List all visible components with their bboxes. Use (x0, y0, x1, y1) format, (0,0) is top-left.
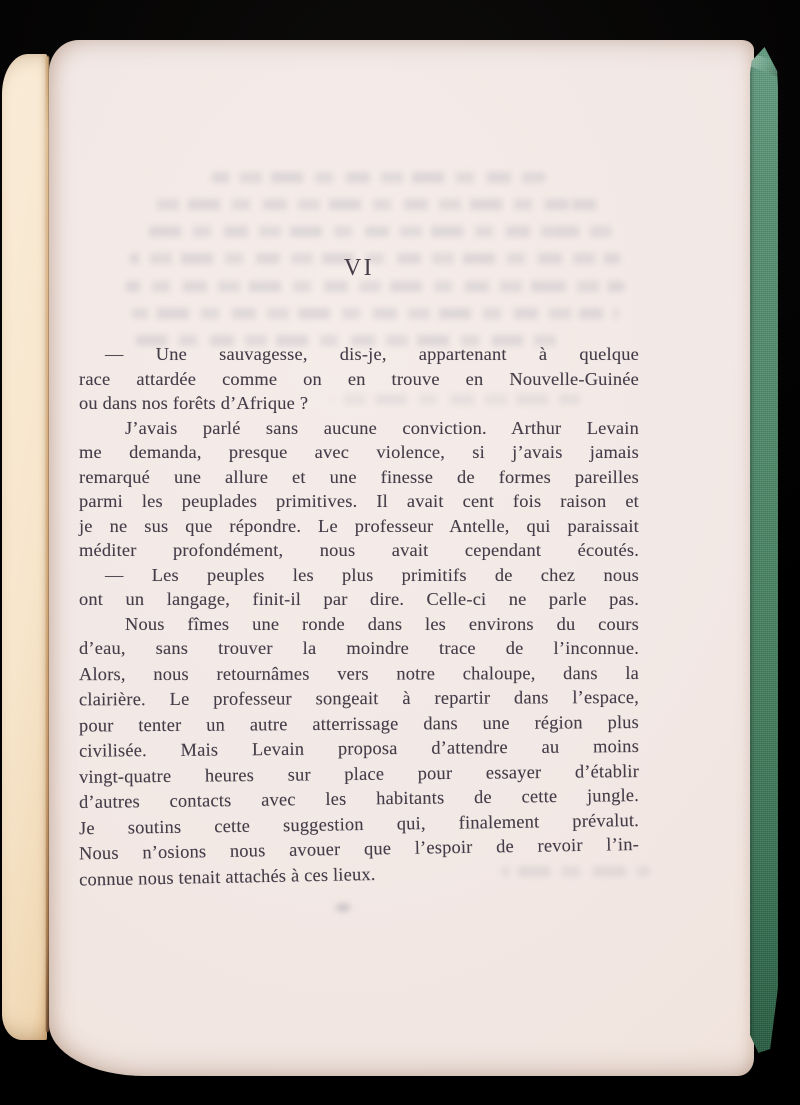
text-line: méditer profondément, nous avait cependant écoutés. (79, 540, 639, 560)
text-line: parmi les peuplades primitives. Il avait cent fois raison et (79, 491, 639, 511)
text-line: Je soutins cette suggestion qui, finalement prévalut. (78, 809, 640, 838)
bleedthrough-row (125, 281, 625, 292)
text-line: ont un langage, finit-il par dire. Celle-ci ne parle pas. (79, 589, 639, 609)
bleedthrough-row (131, 308, 619, 319)
text-line: vingt-quatre heures sur place pour essayer d’établir (78, 760, 640, 787)
text-line: civilisée. Mais Levain proposa d’attendre au moins (78, 736, 640, 761)
text-line: clairière. Le professeur songeait à repartir dans l’espace, (78, 687, 640, 710)
text-line: d’autres contacts avec les habitants de cette jungle. (78, 785, 640, 813)
bleedthrough-row (153, 199, 603, 210)
text-line: — Une sauvagesse, dis-je, appartenant à quelque (105, 344, 639, 364)
text-line: Nous fîmes une ronde dans les environs du cours (125, 613, 639, 634)
book-cover-cloth (750, 47, 778, 1053)
text-line: remarqué une allure et une finesse de formes pareilles (79, 466, 639, 487)
text-line: Nous n’osions nous avouer que l’espoir de revoir l’in- (78, 834, 640, 864)
bleedthrough-row (211, 172, 546, 183)
bleedthrough-page-number (332, 900, 354, 915)
text-line: — Les peuples les plus primitifs de chez nous (105, 564, 639, 585)
text-line: ou dans nos forêts d’Afrique ? (79, 393, 309, 413)
text-line: pour tenter un autre atterrissage dans une région plus (78, 711, 640, 736)
facing-page-edge (2, 54, 47, 1040)
text-line: connue nous tenait attachés à ces lieux. (78, 863, 376, 890)
text-line: d’eau, sans trouver la moindre trace de l’inconnue. (79, 638, 639, 658)
text-line: race attardée comme on en trouve en Nouvelle-Guinée (79, 368, 639, 389)
chapter-heading: VI (343, 255, 375, 281)
text-line: Alors, nous retournâmes vers notre chaloupe, dans la (78, 662, 640, 684)
text-line: je ne sus que répondre. Le professeur Antelle, qui paraissait (79, 515, 639, 536)
text-line: me demanda, presque avec violence, si j’avais jamais (79, 442, 639, 462)
text-line: J’avais parlé sans aucune conviction. Arthur Levain (125, 417, 639, 438)
book-page (49, 40, 754, 1076)
text-lines (78, 342, 640, 890)
bleedthrough-row (141, 226, 613, 237)
